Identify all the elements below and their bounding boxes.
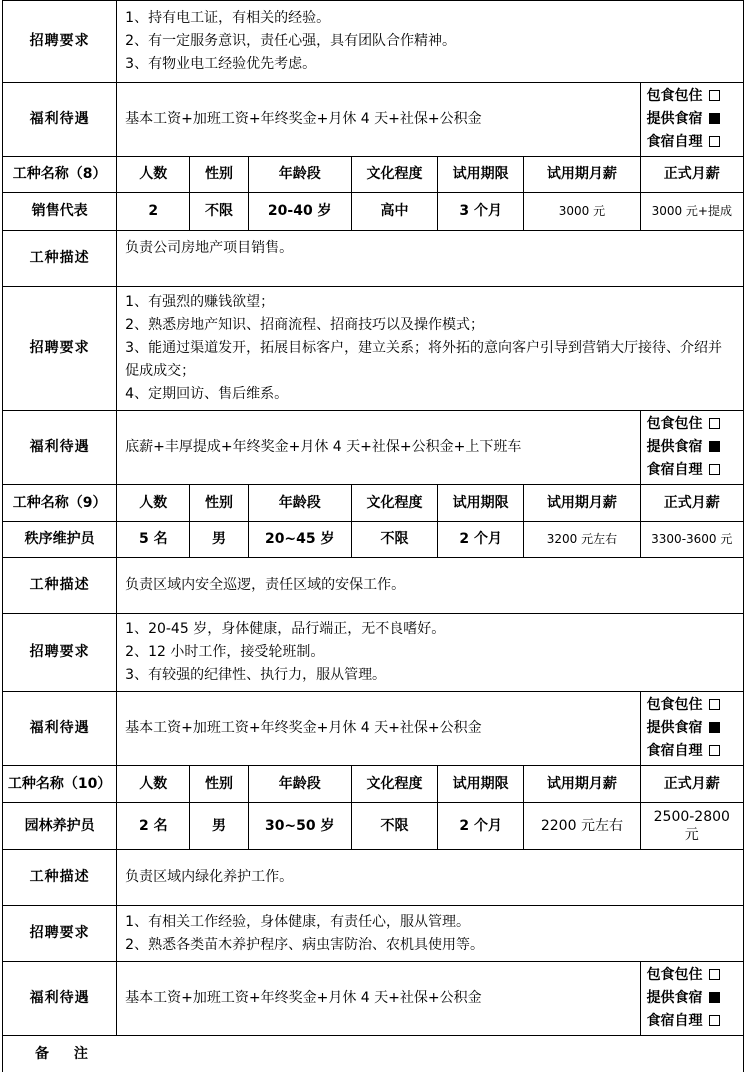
col-age: 年龄段	[248, 157, 351, 193]
job-title: 工种名称（8）	[3, 157, 117, 193]
job-values-row	[3, 522, 744, 558]
option-board-and-lodging: 包食包住	[647, 964, 737, 987]
benefits-label: 福利待遇	[3, 962, 117, 1036]
job-formal-salary: 3000 元+提成	[640, 193, 743, 231]
job-benefits-row	[3, 962, 744, 1036]
job-age: 30~50 岁	[248, 803, 351, 850]
description-text: 负责公司房地产项目销售。	[117, 231, 744, 287]
col-probation: 试用期限	[438, 766, 524, 803]
job-count: 2 名	[117, 803, 190, 850]
benefits-text: 基本工资+加班工资+年终奖金+月休 4 天+社保+公积金	[117, 83, 640, 157]
job-title: 工种名称（9）	[3, 485, 117, 522]
col-education: 文化程度	[351, 485, 437, 522]
requirement-line: 1、20-45 岁，身体健康，品行端正，无不良嗜好。	[125, 621, 446, 637]
job-name: 园林养护员	[3, 803, 117, 850]
job-gender: 男	[190, 803, 248, 850]
option-board-and-lodging: 包食包住	[647, 85, 737, 108]
option-self-arranged: 食宿自理	[647, 459, 737, 482]
col-formal-salary: 正式月薪	[640, 766, 743, 803]
benefits-label: 福利待遇	[3, 411, 117, 485]
accommodation-options	[640, 83, 743, 157]
col-probation-salary: 试用期月薪	[524, 157, 640, 193]
job-gender: 男	[190, 522, 248, 558]
checkbox-checked-icon	[709, 113, 720, 124]
job-education: 高中	[351, 193, 437, 231]
requirement-line: 2、有一定服务意识，责任心强，具有团队合作精神。	[125, 33, 457, 49]
requirement-line: 1、有强烈的赚钱欲望；	[125, 294, 275, 310]
requirements-label: 招聘要求	[3, 906, 117, 962]
accommodation-options	[640, 692, 743, 766]
job-listing-table	[2, 0, 744, 1072]
option-provide-board: 提供食宿	[647, 717, 737, 740]
job-probation-salary: 2200 元左右	[524, 803, 640, 850]
option-provide-board: 提供食宿	[647, 987, 737, 1010]
job-count: 2	[117, 193, 190, 231]
checkbox-icon	[709, 418, 720, 429]
requirement-line: 1、有相关工作经验，身体健康，有责任心，服从管理。	[125, 913, 471, 930]
checkbox-checked-icon	[709, 992, 720, 1003]
job-description-row	[3, 850, 744, 906]
requirement-line: 3、有物业电工经验优先考虑。	[125, 56, 317, 72]
requirements-label: 招聘要求	[3, 287, 117, 411]
col-gender: 性别	[190, 157, 248, 193]
description-label: 工种描述	[3, 850, 117, 906]
checkbox-icon	[709, 699, 720, 710]
job-count: 5 名	[117, 522, 190, 558]
job-benefits-row	[3, 411, 744, 485]
requirements-text	[117, 614, 744, 692]
requirements-label: 招聘要求	[3, 614, 117, 692]
top-benefits-row	[3, 83, 744, 157]
col-education: 文化程度	[351, 766, 437, 803]
job-age: 20~45 岁	[248, 522, 351, 558]
requirements-label: 招聘要求	[3, 1, 117, 83]
checkbox-icon	[709, 464, 720, 475]
col-probation: 试用期限	[438, 157, 524, 193]
option-board-and-lodging: 包食包住	[647, 694, 737, 717]
job-requirements-row	[3, 287, 744, 411]
job-name: 销售代表	[3, 193, 117, 231]
job-description-row	[3, 231, 744, 287]
requirement-line: 3、有较强的纪律性、执行力，服从管理。	[125, 667, 387, 683]
col-probation-salary: 试用期月薪	[524, 766, 640, 803]
col-gender: 性别	[190, 766, 248, 803]
requirements-text	[117, 1, 744, 83]
job-probation: 2 个月	[438, 522, 524, 558]
job-requirements-row	[3, 614, 744, 692]
col-formal-salary: 正式月薪	[640, 157, 743, 193]
job-values-row	[3, 193, 744, 231]
description-label: 工种描述	[3, 231, 117, 287]
job-probation-salary: 3200 元左右	[524, 522, 640, 558]
job-requirements-row	[3, 906, 744, 962]
job-formal-salary: 3300-3600 元	[640, 522, 743, 558]
col-probation-salary: 试用期月薪	[524, 485, 640, 522]
benefits-text: 基本工资+加班工资+年终奖金+月休 4 天+社保+公积金	[117, 692, 640, 766]
benefits-text: 底薪+丰厚提成+年终奖金+月休 4 天+社保+公积金+上下班车	[117, 411, 640, 485]
accommodation-options	[640, 411, 743, 485]
job-education: 不限	[351, 522, 437, 558]
benefits-text: 基本工资+加班工资+年终奖金+月休 4 天+社保+公积金	[117, 962, 640, 1036]
checkbox-icon	[709, 745, 720, 756]
job-probation: 2 个月	[438, 803, 524, 850]
option-provide-board: 提供食宿	[647, 436, 737, 459]
col-age: 年龄段	[248, 485, 351, 522]
col-formal-salary: 正式月薪	[640, 485, 743, 522]
description-text: 负责区域内绿化养护工作。	[117, 850, 744, 906]
job-name: 秩序维护员	[3, 522, 117, 558]
checkbox-checked-icon	[709, 722, 720, 733]
job-gender: 不限	[190, 193, 248, 231]
job-title: 工种名称（10）	[3, 766, 117, 803]
requirement-line: 4、定期回访、售后维系。	[125, 386, 289, 402]
option-self-arranged: 食宿自理	[647, 1010, 737, 1033]
col-count: 人数	[117, 485, 190, 522]
requirement-line: 1、持有电工证，有相关的经验。	[125, 10, 331, 26]
benefits-label: 福利待遇	[3, 692, 117, 766]
accommodation-options	[640, 962, 743, 1036]
requirements-text	[117, 906, 744, 962]
col-probation: 试用期限	[438, 485, 524, 522]
remarks-label: 备 注	[3, 1036, 744, 1072]
col-age: 年龄段	[248, 766, 351, 803]
job-probation: 3 个月	[438, 193, 524, 231]
requirement-line: 2、12 小时工作，接受轮班制。	[125, 644, 325, 660]
col-count: 人数	[117, 157, 190, 193]
option-self-arranged: 食宿自理	[647, 131, 737, 154]
remarks-row	[3, 1036, 744, 1072]
checkbox-icon	[709, 1015, 720, 1026]
description-label: 工种描述	[3, 558, 117, 614]
job-benefits-row	[3, 692, 744, 766]
col-gender: 性别	[190, 485, 248, 522]
requirement-line: 2、熟悉房地产知识、招商流程、招商技巧以及操作模式；	[125, 317, 485, 333]
top-requirements-row	[3, 1, 744, 83]
job-values-row	[3, 803, 744, 850]
description-text: 负责区域内安全巡逻，责任区域的安保工作。	[117, 558, 744, 614]
option-board-and-lodging: 包食包住	[647, 413, 737, 436]
col-education: 文化程度	[351, 157, 437, 193]
checkbox-checked-icon	[709, 441, 720, 452]
option-self-arranged: 食宿自理	[647, 740, 737, 763]
checkbox-icon	[709, 969, 720, 980]
benefits-label: 福利待遇	[3, 83, 117, 157]
job-description-row	[3, 558, 744, 614]
job-education: 不限	[351, 803, 437, 850]
checkbox-icon	[709, 136, 720, 147]
requirement-line: 2、熟悉各类苗木养护程序、病虫害防治、农机具使用等。	[125, 936, 485, 953]
job-header-row	[3, 485, 744, 522]
checkbox-icon	[709, 90, 720, 101]
job-probation-salary: 3000 元	[524, 193, 640, 231]
job-header-row	[3, 766, 744, 803]
requirements-text	[117, 287, 744, 411]
requirement-line: 3、能通过渠道发开，拓展目标客户，建立关系；将外拓的意向客户引导到营销大厅接待、介绍并促成成交；	[125, 340, 723, 379]
job-age: 20-40 岁	[248, 193, 351, 231]
col-count: 人数	[117, 766, 190, 803]
job-formal-salary: 2500-2800 元	[640, 803, 743, 850]
option-provide-board: 提供食宿	[647, 108, 737, 131]
job-header-row	[3, 157, 744, 193]
